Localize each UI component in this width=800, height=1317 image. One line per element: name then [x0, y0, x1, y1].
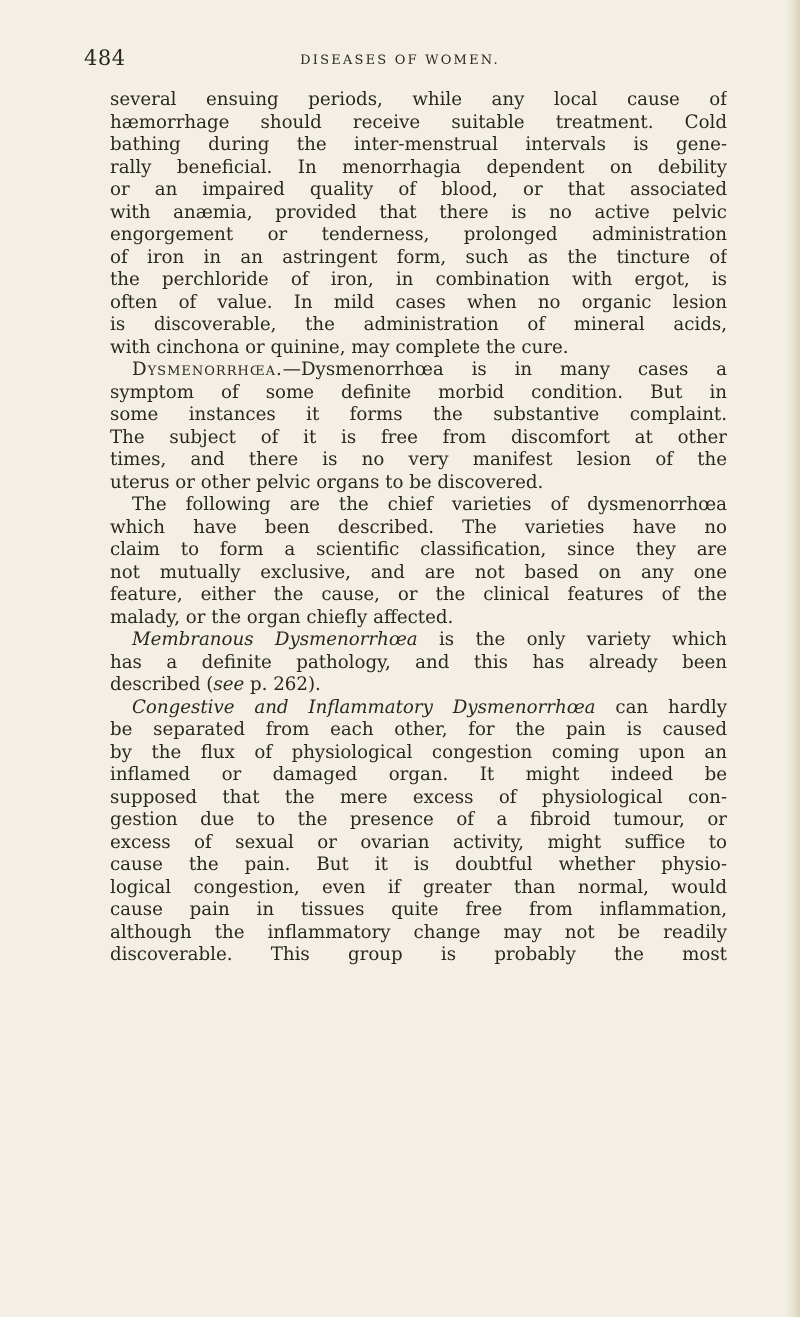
- text-line: supposed that the mere excess of physiological con-: [110, 786, 727, 808]
- text-line: discoverable. This group is probably the most: [110, 944, 727, 965]
- text-line: or an impaired quality of blood, or that associated: [110, 179, 727, 200]
- text-line: of iron in an astringent form, such as the tincture of: [110, 246, 727, 268]
- text-line: hæmorrhage should receive suitable treatment. Cold: [110, 111, 727, 133]
- text-line: cause pain in tissues quite free from inflammation,: [110, 899, 727, 920]
- text-line: with cinchona or quinine, may complete the cure.: [110, 336, 569, 358]
- text-run: —Dysmenorrhœa is in many cases a: [282, 359, 727, 380]
- italic-heading-congestive: Congestive and Inflammatory Dysmenorrhœa: [132, 696, 596, 718]
- text-line: some instances it forms the substantive complaint.: [110, 404, 727, 425]
- text-line: times, and there is no very manifest lesion of the: [110, 449, 727, 470]
- text-line: be separated from each other, for the pain is caused: [110, 719, 727, 740]
- italic-heading-membranous: Membranous Dysmenorrhœa: [132, 629, 418, 650]
- text-run: is the only variety which: [417, 629, 727, 650]
- text-line: which have been described. The varieties have no: [110, 516, 727, 538]
- text-line: bathing during the inter-menstrual intervals is gene-: [110, 134, 727, 155]
- text-line: uterus or other pelvic organs to be discovered.: [110, 471, 544, 493]
- text-line: symptom of some definite morbid condition. But in: [110, 381, 727, 403]
- text-line: not mutually exclusive, and are not based on any one: [110, 561, 727, 583]
- italic-see: see: [213, 674, 245, 695]
- text-line: logical congestion, even if greater than normal, would: [110, 876, 727, 898]
- text-run: p. 262).: [244, 674, 321, 695]
- text-line: gestion due to the presence of a fibroid tumour, or: [110, 809, 727, 830]
- running-title: DISEASES OF WOMEN.: [300, 53, 500, 68]
- text-run: can hardly: [595, 696, 727, 718]
- page-number: 484: [84, 46, 126, 70]
- text-line: has a definite pathology, and this has already been: [110, 651, 727, 673]
- text-line: The subject of it is free from discomfort at other: [110, 426, 727, 448]
- text-line: claim to form a scientific classification, since they are: [110, 539, 727, 560]
- page-edge-shadow: [786, 0, 800, 1317]
- text-line-with-reference: [110, 674, 727, 697]
- page-header: [0, 46, 800, 76]
- text-line: engorgement or tenderness, prolonged administration: [110, 224, 727, 245]
- subsection-line-congestive: [110, 697, 727, 720]
- text-line: malady, or the organ chiefly affected.: [110, 606, 454, 628]
- text-line: by the flux of physiological congestion coming upon an: [110, 741, 727, 763]
- text-line: is discoverable, the administration of mineral acids,: [110, 314, 727, 335]
- text-line: inflamed or damaged organ. It might indeed be: [110, 764, 727, 785]
- text-line: feature, either the cause, or the clinical features of the: [110, 584, 727, 605]
- text-run: described (: [110, 674, 214, 695]
- text-line: the perchloride of iron, in combination with ergot, is: [110, 269, 727, 290]
- text-line: often of value. In mild cases when no organic lesion: [110, 291, 727, 313]
- text-line: cause the pain. But it is doubtful whether physio-: [110, 854, 727, 875]
- text-line: excess of sexual or ovarian activity, might suffice to: [110, 831, 727, 853]
- text-line: several ensuing periods, while any local cause of: [110, 89, 727, 110]
- body-text: [110, 89, 727, 967]
- section-heading-line: [110, 359, 727, 382]
- text-line: The following are the chief varieties of dysmenorrhœa: [132, 494, 727, 515]
- text-line: with anæmia, provided that there is no active pelvic: [110, 201, 727, 223]
- text-line: although the inflammatory change may not be readily: [110, 921, 727, 943]
- section-heading-dysmenorrhoea: Dysmenorrhœa.: [132, 359, 283, 380]
- subsection-line-membranous: [110, 629, 727, 652]
- text-line: rally beneficial. In menorrhagia dependent on debility: [110, 156, 727, 178]
